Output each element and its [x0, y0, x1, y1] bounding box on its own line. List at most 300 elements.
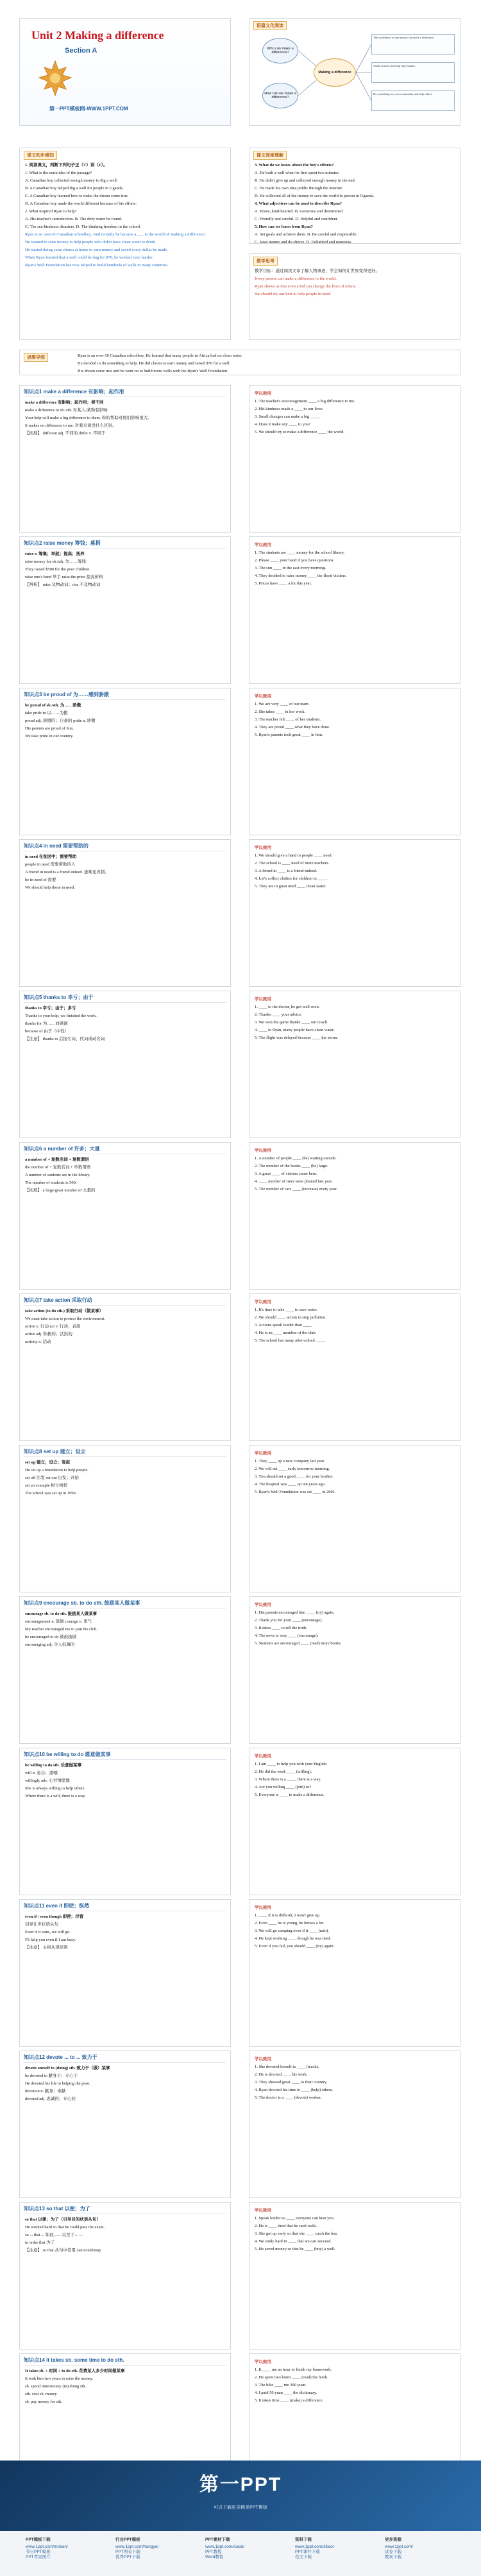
- exercise-title: 学以致用: [255, 1754, 271, 1759]
- exercise-item: 1. She devoted herself to ____ (teach).: [255, 2065, 319, 2069]
- exercise-item: 2. The number of the books ____ (be) large.: [255, 1164, 328, 1168]
- vocab-line: We should help those in need.: [25, 885, 75, 890]
- vocab-line: He worked hard so that he could pass the exam.: [25, 2225, 105, 2230]
- vocab-head: 知识点1 make a difference 有影响；起作用: [24, 388, 226, 397]
- vocab-line: thanks to 幸亏；由于；多亏: [25, 1006, 76, 1011]
- mindmap-slide: [249, 18, 460, 126]
- vocab-line: We take pride in our country.: [25, 734, 74, 738]
- exercise-item: 2. We should ____ action to stop pollution.: [255, 1315, 326, 1320]
- exercise-body: [255, 542, 455, 588]
- exercise-item: 4. Let's collect clothes for children in ____.: [255, 876, 327, 881]
- vocab-body: [25, 400, 225, 438]
- vocab-body: [25, 1611, 225, 1650]
- vocab-body: [25, 854, 225, 892]
- summary-line: Ryan is an over-10 Canadian schoolboy. He learned that many people in Africa had no clean water.: [78, 354, 243, 358]
- mindmap-center: Making a difference: [314, 58, 356, 87]
- vocab-line: be willing to do sth. 乐意做某事: [25, 1763, 82, 1768]
- reading-slide: [19, 148, 231, 340]
- question-line: D. He collected all of the money to save the world in person in Uganda.: [255, 194, 375, 198]
- exercise-item: 4. Ryan devoted his time to ____ (help) others.: [255, 2088, 333, 2092]
- vocab-line: He devoted his life to helping the poor.: [25, 2081, 90, 2086]
- exercise-item: 3. They showed great ____ to their country.: [255, 2080, 328, 2085]
- exercise-title: 学以致用: [255, 1300, 271, 1304]
- vocab-line: set off 出发 set out 出发；开始: [25, 1476, 79, 1480]
- exercise-item: 1. It ____ me an hour to finish my homework.: [255, 2367, 332, 2372]
- vocab-head: 知识点11 even if 即使；纵然: [24, 1902, 226, 1911]
- vocab-head: 知识点14 it takes sb. some time to do sth.: [24, 2357, 226, 2366]
- exercise-item: 2. He is devoted ____ his work.: [255, 2072, 308, 2077]
- vocab-line: set up 建立；设立；竖起: [25, 1460, 71, 1465]
- footer-col-head: 更多资源: [385, 2538, 401, 2542]
- footer-banner: [0, 2461, 481, 2531]
- vocab-head: 知识点12 devote ... to ... 致力于: [24, 2054, 226, 2063]
- exercise-item: 5. The school has many after-school ____.: [255, 1338, 326, 1343]
- question-line: 3. What do we know about the boy's efforts?: [255, 163, 334, 167]
- exercise-item: 2. Even ____ he is young, he knows a lot.: [255, 1921, 325, 1925]
- vocab-right-slide: [249, 2202, 460, 2350]
- exercise-item: 1. The students are ____ money for the school library.: [255, 550, 345, 555]
- exercise-item: 3. It takes ____ to tell the truth.: [255, 1626, 307, 1630]
- reading-q: A. His teacher's introduction. B. The dirty water he found.: [25, 217, 122, 221]
- vocab-line: devoted adj. 忠诚的；专心的: [25, 2097, 76, 2101]
- exercise-item: 4. Does it make any ____ to you?: [255, 422, 311, 427]
- exercise-body: [255, 1602, 455, 1648]
- footer-link[interactable]: 优秀PPT下载: [115, 2555, 140, 2559]
- exercise-title: 学以致用: [255, 846, 271, 850]
- footer-link[interactable]: PPT背景图片: [26, 2555, 51, 2559]
- exercise-item: 2. Please ____ your hand if you have questions.: [255, 558, 335, 563]
- vocab-line: The school was set up in 1990.: [25, 1491, 77, 1496]
- footer-col-head: PPT素材下载: [205, 2538, 230, 2542]
- mindmap-note-2: Small actions can bring big changes.: [371, 62, 455, 83]
- exercise-item: 3. A friend in ____ is a friend indeed.: [255, 869, 317, 873]
- vocab-line: They raised $500 for the poor children.: [25, 567, 90, 572]
- exercise-item: 4. I paid 50 yuan ____ the dictionary.: [255, 2391, 317, 2395]
- exercise-item: 3. Where there is a ____, there is a way.: [255, 1777, 321, 1782]
- footer-link[interactable]: www.1ppt.com/: [385, 2545, 414, 2549]
- vocab-line: the number of + 复数名词 + 单数谓语: [25, 1165, 91, 1170]
- exercise-item: 5. The flight was delayed because ____ the storm.: [255, 1036, 339, 1040]
- exercise-item: 1. ____ to the doctor, he got well soon.: [255, 1005, 320, 1009]
- footer-logo: 第一PPT: [199, 2474, 282, 2495]
- vocab-line: in order that 为了: [25, 2240, 55, 2245]
- vocab-head: 知识点10 be willing to do 愿意做某事: [24, 1751, 226, 1760]
- vocab-line: 【注意】 主将从现原则: [25, 1945, 68, 1950]
- vocab-left-slide: [19, 2051, 231, 2198]
- vocab-line: sb. spend time/money (in) doing sth.: [25, 2384, 87, 2389]
- reading-q: A. Canadian boy collected enough money to dig a well.: [25, 178, 118, 183]
- vocab-line: take pride in 以……为傲: [25, 711, 68, 715]
- questions-body: [255, 162, 455, 244]
- exercise-title: 学以致用: [255, 2208, 271, 2213]
- vocab-right-slide: [249, 991, 460, 1138]
- vocab-left-slide: [19, 1596, 231, 1744]
- vocab-line: make a difference 有影响；起作用；使不同: [25, 400, 104, 405]
- vocab-body: [25, 1308, 225, 1347]
- footer-link[interactable]: 教案下载: [385, 2555, 401, 2559]
- vocab-line: in need 在贫困中；需要帮助: [25, 855, 77, 859]
- helping-hands-icon: [37, 58, 74, 98]
- exercise-item: 2. The school is ____ need of more teachers.: [255, 861, 330, 866]
- vocab-line: make a difference to sb./sth. 对某人/某物有影响: [25, 408, 108, 413]
- exercise-item: 2. Thanks ____ your advice.: [255, 1012, 302, 1017]
- exercise-body: [255, 996, 455, 1043]
- vocab-left-slide: [19, 1445, 231, 1592]
- vocab-line: a number of + 复数名词 + 复数谓语: [25, 1157, 89, 1162]
- vocab-head: 知识点4 in need 需要帮助的: [24, 842, 226, 851]
- exercise-item: 4. The news is very ____ (encourage).: [255, 1633, 319, 1638]
- vocab-right-slide: [249, 2051, 460, 2198]
- summary-line: His dream came true and he went on to build more wells with his Ryan's Well Foundation.: [78, 369, 228, 373]
- exercise-item: 3. We will go camping even if it ____ (rain).: [255, 1929, 329, 1933]
- footer-col-head: 行业PPT模板: [115, 2538, 140, 2542]
- vocab-body: [25, 1005, 225, 1044]
- vocab-line: be in need of 需要: [25, 878, 56, 882]
- vocab-line: encouragement n. 鼓励 courage n. 勇气: [25, 1619, 92, 1624]
- vocab-left-slide: [19, 991, 231, 1138]
- exercise-item: 3. She got up early so that she ____ catch the bus.: [255, 2231, 338, 2236]
- exercise-item: 4. ____ number of trees were planted last year.: [255, 1179, 333, 1184]
- exercise-item: 3. The sun ____ in the east every morning.: [255, 566, 326, 570]
- vocab-left-slide: [19, 839, 231, 987]
- vocab-line: The number of students is 500.: [25, 1181, 77, 1185]
- vocab-line: proud adj. 骄傲的；自豪的 pride n. 骄傲: [25, 719, 96, 723]
- exercise-item: 5. They are in great need ____ clean water.: [255, 884, 326, 889]
- exercise-item: 2. His kindness made a ____ to our lives.: [255, 407, 324, 411]
- exercise-item: 1. Speak louder so ____ everyone can hear you.: [255, 2216, 335, 2221]
- vocab-line: devotion n. 献身；奉献: [25, 2089, 66, 2094]
- questions-slide: [249, 148, 460, 244]
- exercise-item: 5. Prices have ____ a lot this year.: [255, 581, 312, 586]
- footer-link[interactable]: PPT图表下载: [115, 2550, 140, 2554]
- exercise-item: 5. Everyone is ____ to make a difference.: [255, 1793, 325, 1797]
- exercise-item: 1. We are very ____ of our team.: [255, 702, 310, 706]
- exercise-item: 4. We study hard in ____ that we can succeed.: [255, 2239, 332, 2244]
- vocab-body: [25, 1157, 225, 1195]
- exercise-title: 学以致用: [255, 391, 271, 396]
- vocab-line: raise v. 筹集；举起；提高；抚养: [25, 552, 85, 556]
- exercise-item: 5. We should try to make a difference ____ the world.: [255, 430, 345, 434]
- vocab-line: raise money for sb./sth. 为……筹钱: [25, 559, 86, 564]
- vocab-right-slide: [249, 839, 460, 987]
- vocab-right-slide: [249, 1899, 460, 2047]
- exercise-body: [255, 1299, 455, 1345]
- exercise-item: 4. They are proud ____ what they have done.: [255, 725, 330, 729]
- exercise-body: [255, 1753, 455, 1800]
- question-line: A. He built a well when he first spent two minutes.: [255, 171, 340, 175]
- vocab-line: set an example 树立榜样: [25, 1483, 68, 1488]
- vocab-body: [25, 1762, 225, 1801]
- vocab-body: [25, 2065, 225, 2104]
- vocab-left-slide: [19, 385, 231, 533]
- question-line: C. Friendly and careful. D. Helpful and confident.: [255, 217, 339, 221]
- reading-q: B. A Canadian boy helped dig a well for people in Uganda.: [25, 186, 124, 191]
- exercise-item: 4. He kept working ____ though he was tired.: [255, 1936, 332, 1941]
- section-title: Section A: [65, 47, 97, 55]
- vocab-head: 知识点7 take action 采取行动: [24, 1297, 226, 1306]
- footer-col: [26, 2538, 68, 2560]
- vocab-right-slide: [249, 1445, 460, 1592]
- vocab-line: devote oneself to (doing) sth. 致力于（做）某事: [25, 2066, 110, 2070]
- exercise-item: 1. They ____ up a new company last year.: [255, 1459, 325, 1463]
- question-line: A. Brave, kind-hearted. B. Generous and determined.: [255, 209, 344, 214]
- mindmap-tag: 语篇文化阅读: [253, 21, 287, 30]
- question-line: A. Set goals and achieve them. B. Be careful and responsible.: [255, 232, 358, 237]
- vocab-line: encouraging adj. 令人鼓舞的: [25, 1642, 75, 1647]
- footer-col: [205, 2538, 244, 2560]
- vocab-line: sth. cost sb. money: [25, 2392, 57, 2396]
- vocab-right-slide: [249, 385, 460, 533]
- exercise-title: 学以致用: [255, 1603, 271, 1607]
- footer-link[interactable]: www.1ppt.com/moban/: [26, 2545, 68, 2549]
- exercise-body: [255, 1148, 455, 1194]
- reading-q: C. The sea-kindness disasters. D. The thinking freedom in the school.: [25, 225, 141, 229]
- vocab-head: 知识点5 thanks to 幸亏；由于: [24, 994, 226, 1003]
- exercise-item: 2. He is ____ tired that he can't walk.: [255, 2224, 317, 2228]
- vocab-line: A friend in need is a friend indeed. 患难见真情。: [25, 870, 109, 874]
- vocab-line: Your help will make a big difference to them. 你的帮助对他们影响很大。: [25, 416, 152, 420]
- vocab-line: sb. pay money for sth.: [25, 2400, 62, 2404]
- vocab-line: Thanks to your help, we finished the work.: [25, 1014, 97, 1018]
- vocab-line: be proud of sb./sth. 为……骄傲: [25, 703, 81, 708]
- bubble-how: How can we make a difference?: [262, 83, 298, 108]
- exercise-item: 4. He is an ____ member of the club.: [255, 1331, 317, 1335]
- footer: [0, 2461, 481, 2576]
- exercise-item: 5. The doctor is a ____ (devote) worker.: [255, 2095, 322, 2100]
- exercise-item: 1. ____ if it is difficult, I won't give up.: [255, 1913, 321, 1918]
- mindmap-note-3: Do something for your community and help others.: [371, 90, 455, 111]
- vocab-line: My teacher encouraged me to join the club.: [25, 1627, 97, 1632]
- reading-q: 1. What is the main idea of the passage?: [25, 171, 92, 175]
- vocab-body: [25, 2368, 225, 2407]
- reading-q: 2. What inspired Ryan to help?: [25, 209, 77, 214]
- exercise-item: 5. Ryan's Well Foundation was set ____ in 2001.: [255, 1490, 336, 1494]
- footer-link[interactable]: 范文下载: [295, 2555, 312, 2559]
- exercise-item: 2. We will set ____ early tomorrow morning.: [255, 1467, 330, 1471]
- vocab-body: [25, 2217, 225, 2255]
- footer-col-head: 资料下载: [295, 2538, 312, 2542]
- question-line: C. Save money and do chores. D. Delighted and generous.: [255, 240, 352, 244]
- reading-q: C. A Canadian boy learned how to make the dream come true.: [25, 194, 129, 198]
- exercise-item: 1. It's time to take ____ to save water.: [255, 1308, 318, 1312]
- exercise-body: [255, 1905, 455, 1951]
- vocab-line: His parents are proud of him.: [25, 726, 74, 731]
- exercise-body: [255, 2208, 455, 2254]
- summary-line: He decided to do something to help. He did chores to earn money and raised $70 for a well.: [78, 361, 231, 366]
- reading-body: [25, 162, 225, 270]
- vocab-body: [25, 551, 225, 590]
- exercise-item: 3. You should set a good ____ for your brother.: [255, 1474, 333, 1479]
- vocab-left-slide: [19, 2202, 231, 2350]
- exercise-item: 2. Thank you for your ____ (encourage).: [255, 1618, 323, 1623]
- exercise-item: 5. Ryan's parents took great ____ in him.: [255, 733, 323, 737]
- vocab-line: 引导让步状语从句: [25, 1922, 58, 1927]
- footer-col-head: PPT模板下载: [26, 2538, 51, 2542]
- exercise-title: 学以致用: [255, 694, 271, 699]
- exercise-body: [255, 694, 455, 740]
- exercise-item: 1. A number of people ____ (be) waiting outside.: [255, 1156, 337, 1161]
- vocab-head: 知识点13 so that 以便；为了: [24, 2205, 226, 2214]
- footer-logo-sub: 可以下载更多精美PPT模板: [214, 2505, 267, 2510]
- exercise-title: 学以致用: [255, 997, 271, 1002]
- vocab-left-slide: [19, 1142, 231, 1290]
- vocab-body: [25, 1914, 225, 1952]
- exercise-item: 3. The teacher felt ____ of her students.: [255, 717, 321, 722]
- exercise-item: 2. He spent two hours ____ (read) the book.: [255, 2375, 328, 2380]
- exercise-body: [255, 1451, 455, 1497]
- exercise-item: 4. Are you willing ____ (join) us?: [255, 1785, 312, 1789]
- footer-link[interactable]: PPT课件下载: [295, 2550, 320, 2554]
- exercise-title: 学以致用: [255, 2057, 271, 2061]
- summary-body: [78, 353, 455, 375]
- summary-cn-line: We should try our best to help people in need.: [255, 292, 332, 296]
- vocab-line: people in need 需要帮助的人: [25, 862, 76, 867]
- summary-tag: 思维导图: [24, 353, 48, 362]
- exercise-item: 3. The bike ____ me 300 yuan.: [255, 2383, 307, 2387]
- vocab-head: 知识点9 encourage sb. to do sth. 鼓励某人做某事: [24, 1599, 226, 1608]
- vocab-line: Where there is a will, there is a way.: [25, 1794, 86, 1798]
- summary-cn-tag: 教学思考: [253, 257, 278, 266]
- summary-cn-line: Every person can make a difference to the world.: [255, 277, 337, 281]
- exercise-title: 学以致用: [255, 1148, 271, 1153]
- vocab-line: A number of students are in the library.: [25, 1173, 90, 1177]
- vocab-line: It makes no difference to me. 对我来说没什么区别。: [25, 423, 117, 428]
- vocab-line: so ... that ... 如此……以至于……: [25, 2233, 83, 2237]
- vocab-line: so that 以便；为了（引导目的状语从句）: [25, 2217, 101, 2222]
- exercise-title: 学以致用: [255, 1906, 271, 1910]
- footer-link[interactable]: www.1ppt.com/ziliao/: [295, 2545, 334, 2549]
- exercise-item: 4. They decided to raise money ____ the flood victims.: [255, 574, 347, 578]
- passage-line: Ryan is an over-10 Canadian schoolboy. And recently he became a ___ in the world of 'making a difference'.: [25, 232, 207, 237]
- footer-info: [0, 2531, 481, 2576]
- vocab-line: take action (to do sth.) 采取行动（做某事）: [25, 1309, 104, 1313]
- exercise-item: 5. Even if you fail, you should ____ (try) again.: [255, 1944, 335, 1949]
- exercise-item: 4. The hospital was ____ up ten years ago.: [255, 1482, 326, 1487]
- vocab-line: be encouraged to do 被鼓励做: [25, 1635, 77, 1639]
- vocab-head: 知识点3 be proud of 为……感到骄傲: [24, 691, 226, 700]
- reading-tag: 课文初步感知: [24, 151, 57, 160]
- vocab-right-slide: [249, 536, 460, 684]
- vocab-right-slide: [249, 1142, 460, 1290]
- footer-link[interactable]: PPT教程: [205, 2550, 222, 2554]
- footer-col: [385, 2538, 413, 2560]
- vocab-line: activity n. 活动: [25, 1340, 51, 1344]
- exercise-item: 5. Students are encouraged ____ (read) more books.: [255, 1641, 342, 1646]
- vocab-line: 【注意】 thanks to 后接名词、代词或动名词: [25, 1037, 105, 1041]
- exercise-item: 1. His parents encouraged him ____ (try) again.: [255, 1610, 335, 1615]
- exercise-item: 1. The teacher's encouragement ____ a big difference to me.: [255, 399, 355, 404]
- vocab-line: active adj. 积极的；活跃的: [25, 1332, 72, 1336]
- vocab-line: I'll help you even if I am busy.: [25, 1938, 76, 1942]
- vocab-body: [25, 703, 225, 741]
- brand-label: 第一PPT模板网-WWW.1PPT.COM: [49, 106, 128, 112]
- exercise-title: 学以致用: [255, 2360, 271, 2364]
- summary-cn-body: [255, 268, 455, 299]
- vocab-line: will n. 意志；遗嘱: [25, 1771, 58, 1775]
- exercise-body: [255, 2056, 455, 2103]
- reading-intro: 1. 阅读课文，判断下列句子正（T）误（F）。: [25, 163, 108, 167]
- vocab-left-slide: [19, 688, 231, 835]
- summary-cn-slide: [249, 253, 460, 340]
- vocab-line: She is always willing to help others.: [25, 1786, 86, 1791]
- exercise-title: 学以致用: [255, 543, 271, 547]
- vocab-line: 【拓展】 different adj. 不同的 differ v. 不同于: [25, 431, 106, 436]
- exercise-item: 5. The number of cars ____ (increase) every year.: [255, 1187, 338, 1191]
- vocab-line: willingly adv. 心甘情愿地: [25, 1778, 70, 1783]
- vocab-line: raise one's hand 举手 raise the price 提高价格: [25, 575, 103, 579]
- vocab-head: 知识点8 set up 建立；设立: [24, 1448, 226, 1457]
- vocab-line: thanks for 为……而感谢: [25, 1021, 68, 1026]
- vocab-right-slide: [249, 688, 460, 835]
- vocab-line: 【拓展】 a large/great number of 大量的: [25, 1188, 96, 1193]
- question-line: C. He made his own idea public through the internet.: [255, 186, 343, 191]
- vocab-line: We must take action to protect the environment.: [25, 1317, 105, 1321]
- vocab-left-slide: [19, 1899, 231, 2047]
- exercise-item: 5. It takes time ____ (make) a difference.: [255, 2398, 324, 2403]
- summary-cn-line: Ryan shows us that even a kid can change the lives of others.: [255, 284, 357, 289]
- footer-col: [295, 2538, 334, 2560]
- vocab-body: [25, 1460, 225, 1498]
- summary-slide: [19, 350, 460, 375]
- exercise-item: 2. She takes ____ in her work.: [255, 710, 306, 714]
- exercise-item: 1. I am ____ to help you with your English.: [255, 1762, 328, 1766]
- footer-link[interactable]: 试卷下载: [385, 2550, 401, 2554]
- unit-title: Unit 2 Making a difference: [31, 29, 164, 42]
- mindmap-note-1: The confidence of one person can make a difference.: [371, 34, 455, 55]
- vocab-line: 【注意】 so that 从句中常用 can/could/may: [25, 2248, 101, 2253]
- exercise-item: 4. ____ to Ryan, many people have clean water.: [255, 1028, 335, 1032]
- exercise-item: 3. Actions speak louder than ____.: [255, 1323, 313, 1327]
- vocab-line: action n. 行动 act v. 行动；表演: [25, 1324, 81, 1329]
- vocab-line: He set up a foundation to help people.: [25, 1468, 89, 1472]
- passage-line: Ryan's Well Foundation has now helped to build hundreds of wells in many countries.: [25, 263, 169, 268]
- question-line: 4. What adjectives can be used to describe Ryan?: [255, 201, 342, 206]
- vocab-line: It takes sb. + 时间 + to do sth. 花费某人多少时间做某事: [25, 2369, 125, 2373]
- exercise-body: [255, 2359, 455, 2405]
- passage-line: When Ryan learned that a well could be dug for $70, he worked even harder.: [25, 255, 153, 260]
- exercise-body: [255, 391, 455, 437]
- question-line: 5. How can we learn from Ryan?: [255, 225, 313, 229]
- vocab-line: Even if it rains, we will go.: [25, 1930, 71, 1934]
- exercise-body: [255, 845, 455, 891]
- exercise-item: 5. He saved money so that he ____ (buy) a well.: [255, 2247, 335, 2251]
- vocab-line: even if / even though 即使；尽管: [25, 1915, 84, 1919]
- footer-link[interactable]: www.1ppt.com/hangye/: [115, 2545, 159, 2549]
- footer-col: [115, 2538, 158, 2560]
- passage-line: He started doing extra chores at home to earn money and saved every dollar he made.: [25, 248, 168, 252]
- summary-cn-line: 教学目标：通过阅读文章了解人物事迹，学会如何让世界变得更好。: [255, 269, 380, 273]
- exercise-item: 3. Small changes can make a big ____.: [255, 414, 320, 419]
- vocab-right-slide: [249, 1748, 460, 1895]
- footer-link[interactable]: 节日PPT模板: [26, 2550, 51, 2554]
- exercise-item: 3. A great ____ of visitors came here.: [255, 1172, 317, 1176]
- title-slide: [19, 18, 231, 126]
- question-line: B. He didn't give up and collected enough money in the end.: [255, 178, 356, 183]
- footer-link[interactable]: Word教程: [205, 2555, 224, 2559]
- bubble-who: Who can make a difference?: [262, 38, 298, 64]
- vocab-line: encourage sb. to do sth. 鼓励某人做某事: [25, 1612, 97, 1616]
- exercise-item: 2. He did the work ____ (willing).: [255, 1770, 312, 1774]
- questions-tag: 课文深度理解: [253, 151, 287, 160]
- footer-link[interactable]: www.1ppt.com/sucai/: [205, 2545, 245, 2549]
- vocab-left-slide: [19, 536, 231, 684]
- exercise-title: 学以致用: [255, 1451, 271, 1456]
- vocab-right-slide: [249, 1596, 460, 1744]
- vocab-line: because of 由于（中性）: [25, 1029, 69, 1034]
- vocab-line: It took him two years to raise the money.: [25, 2376, 94, 2381]
- vocab-left-slide: [19, 1748, 231, 1895]
- reading-q: D. A Canadian boy made the world different because of his efforts.: [25, 201, 137, 206]
